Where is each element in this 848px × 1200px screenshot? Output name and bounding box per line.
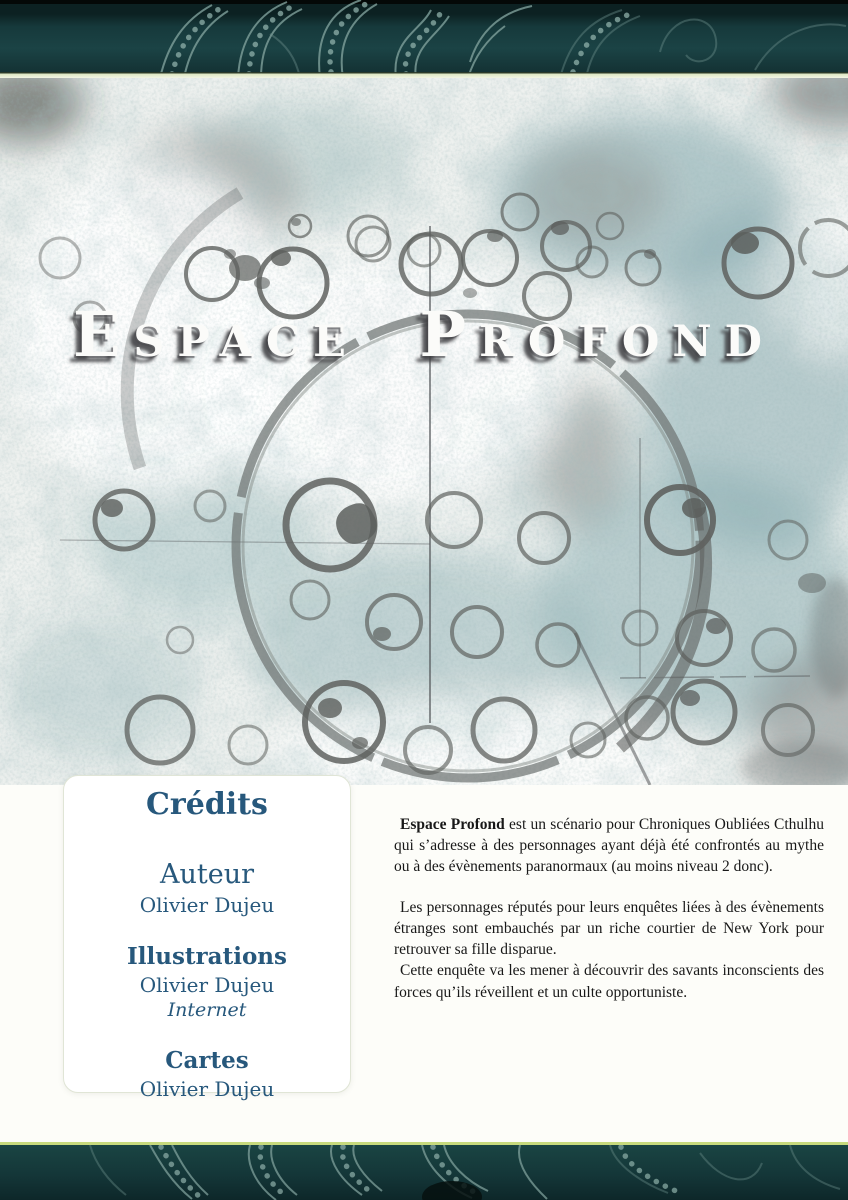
tentacle-art-top — [0, 0, 848, 78]
credits-box — [63, 775, 351, 1101]
intro-paragraph-1 — [394, 814, 824, 877]
intro-lead-rest: est un scénario pour Chroniques Oubliées Cthulhu qui s’adresse à des personnages ayant déjà été confrontés au mythe ou à des évènements paranormaux (au moins niveau 2 donc). — [394, 816, 824, 876]
bottom-border-band — [0, 1142, 848, 1200]
intro-paragraph-2: Les personnages réputés pour leurs enquêtes liées à des évènements étranges sont embauchés par un riche courtier de New York pour retrouver sa fille disparue. — [394, 899, 824, 959]
intro-paragraph-3: Cette enquête va les mener à découvrir des savants inconscients des forces qu’ils réveillent et un culte opportuniste. — [394, 962, 824, 1001]
credits-illustrations-label: Illustrations — [127, 943, 287, 970]
scenario-title: Espace Profond — [73, 298, 775, 371]
credits-maps-name: Olivier Dujeu — [139, 1077, 275, 1101]
top-border-band — [0, 0, 848, 78]
credits-maps-label: Cartes — [165, 1047, 249, 1074]
credits-illustrator-source: Internet — [167, 999, 247, 1021]
cover-artwork — [0, 78, 848, 785]
credits-heading: Crédits — [146, 787, 268, 822]
intro-text — [394, 814, 824, 1003]
credits-illustrator-name: Olivier Dujeu — [139, 973, 275, 997]
credits-author-name: Olivier Dujeu — [139, 893, 275, 917]
credits-author-label: Auteur — [159, 859, 254, 890]
grunge-texture — [0, 78, 848, 785]
tentacle-art-bottom — [0, 1145, 848, 1200]
intro-lead-bold: Espace Profond — [400, 816, 505, 833]
